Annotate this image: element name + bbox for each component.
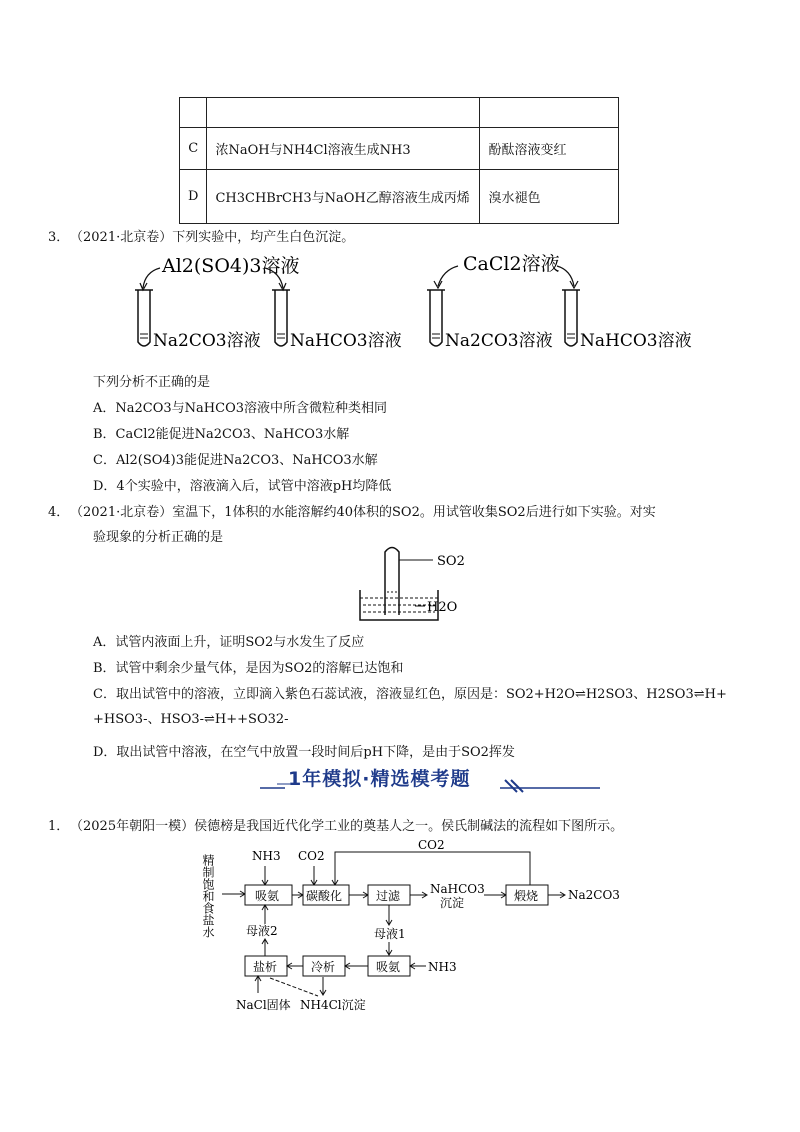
option-b: B．试管中剩余少量气体，是因为SO2的溶解已达饱和	[93, 661, 404, 676]
test-tube	[427, 290, 445, 346]
question-number: 3．	[48, 230, 70, 245]
product-label: Na2CO3	[568, 888, 620, 902]
option-d: D．4个实验中，溶液滴入后，试管中溶液pH均降低	[93, 479, 392, 494]
inverted-tube	[385, 548, 399, 616]
box-label: 盐析	[253, 960, 278, 974]
table-cell-id: D	[180, 170, 207, 224]
table-cell-cause: 浓NaOH与NH4Cl溶液生成NH3	[207, 128, 480, 170]
table-cell-id	[180, 98, 207, 128]
option-b: B．CaCl2能促进Na2CO3、NaHCO3水解	[93, 427, 350, 442]
table-row	[180, 128, 619, 170]
box-label: 过滤	[376, 889, 401, 903]
box-label: 碳酸化	[306, 889, 343, 903]
option-d: D．取出试管中溶液，在空气中放置一段时间后pH下降，是由于SO2挥发	[93, 745, 515, 760]
co2-input: CO2	[298, 849, 325, 863]
option-a: A．Na2CO3与NaHCO3溶液中所含微粒种类相同	[93, 401, 387, 416]
mother-liquor-2: 母液2	[246, 924, 278, 938]
tube-label: Na2CO3溶液	[153, 331, 261, 351]
question-stem-cont: 验现象的分析正确的是	[93, 530, 224, 545]
test-tube-figure	[125, 250, 705, 360]
table-row	[180, 98, 619, 128]
tube-label: Na2CO3溶液	[445, 331, 553, 351]
box-label: 吸氨	[255, 889, 280, 903]
table-cell-effect: 溴水褪色	[480, 170, 619, 224]
reagent-left: Al2(SO4)3溶液	[162, 255, 300, 277]
nh4cl-output: NH4Cl沉淀	[300, 998, 366, 1012]
table-cell-id: C	[180, 128, 207, 170]
question-stem: （2021·北京卷）室温下，1体积的水能溶解约40体积的SO2。用试管收集SO2后进行如下实验。对实	[70, 505, 656, 520]
liquid-label: H2O	[427, 600, 458, 615]
option-a: A．试管内液面上升，证明SO2与水发生了反应	[93, 635, 365, 650]
question-stem: （2025年朝阳一模）侯德榜是我国近代化学工业的奠基人之一。侯氏制碱法的流程如下图所示。	[70, 819, 624, 834]
table-cell-cause	[207, 98, 480, 128]
gas-label: SO2	[437, 554, 465, 569]
mother-liquor-1: 母液1	[374, 927, 406, 941]
section-banner-title: 1年模拟·精选模考题	[288, 768, 471, 790]
question-number: 4．	[48, 505, 70, 520]
tube-label: NaHCO3溶液	[580, 331, 692, 351]
box-label: 吸氨	[376, 960, 401, 974]
table-cell-effect: 酚酞溶液变红	[480, 128, 619, 170]
option-c: C．Al2(SO4)3能促进Na2CO3、NaHCO3水解	[93, 453, 378, 468]
test-tube	[272, 290, 290, 346]
co2-recycle: CO2	[418, 838, 445, 852]
precip-note: 沉淀	[440, 896, 465, 910]
nh3-input: NH3	[252, 849, 281, 863]
table-row	[180, 170, 619, 224]
trough-figure	[355, 540, 495, 625]
process-flow-diagram	[200, 838, 640, 1018]
box-label: 冷析	[311, 960, 336, 974]
table-cell-effect	[480, 98, 619, 128]
option-c: C．取出试管中的溶液，立即滴入紫色石蕊试液，溶液显红色，原因是：SO2+H2O⇌H2SO3、H2SO3⇌H+	[93, 687, 727, 702]
question-stem: （2021·北京卷）下列实验中，均产生白色沉淀。	[70, 230, 355, 245]
box-label: 煅烧	[514, 889, 539, 903]
test-tube	[562, 290, 580, 346]
question-number: 1．	[48, 819, 70, 834]
precip-label: NaHCO3	[430, 882, 485, 896]
question-prompt: 下列分析不正确的是	[93, 375, 211, 390]
nacl-input: NaCl固体	[236, 998, 291, 1012]
tube-label: NaHCO3溶液	[290, 331, 402, 351]
table-cell-cause: CH3CHBrCH3与NaOH乙醇溶液生成丙烯	[207, 170, 480, 224]
nh3-side-input: NH3	[428, 960, 457, 974]
option-c-cont: +HSO3-、HSO3-⇌H++SO32-	[93, 712, 289, 727]
reagent-right: CaCl2溶液	[463, 253, 560, 275]
feed-label: 精制饱和食盐水	[201, 854, 215, 938]
test-tube	[135, 290, 153, 346]
experiment-table	[179, 97, 619, 224]
